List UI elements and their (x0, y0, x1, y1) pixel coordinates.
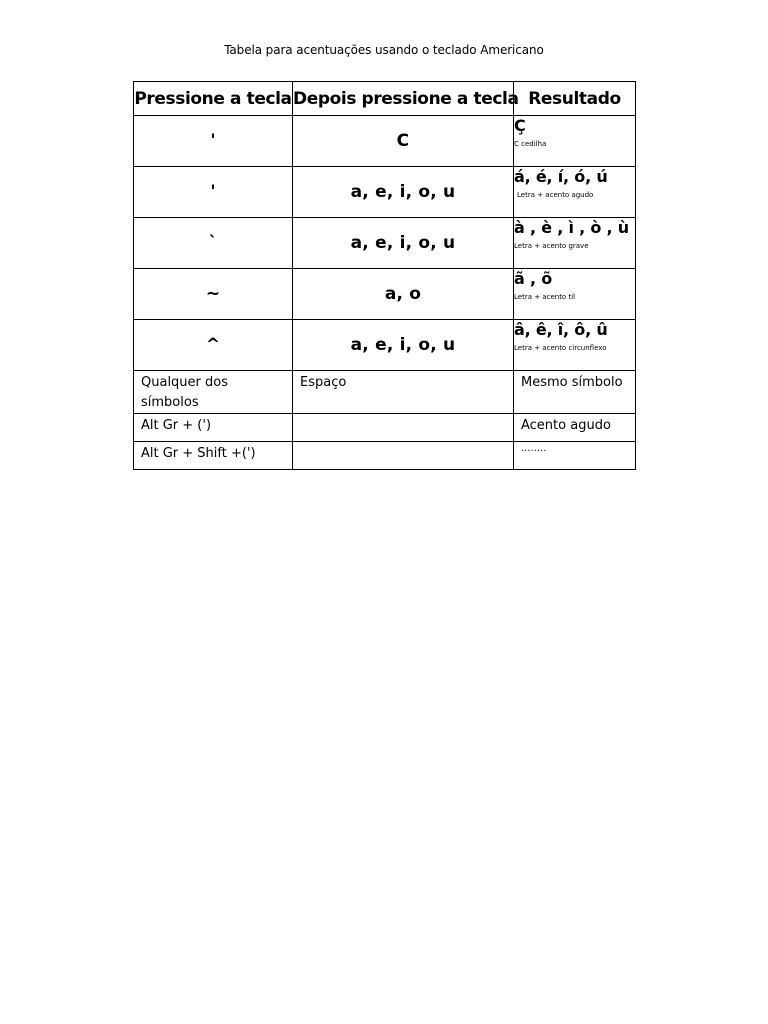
table-row (134, 167, 636, 218)
cell-then (293, 414, 514, 442)
table-row (134, 269, 636, 320)
cell-key: ' (134, 116, 293, 167)
cell-key: ~ (134, 269, 293, 320)
cell-result (514, 442, 636, 470)
cell-result (514, 269, 636, 320)
result-chars: â, ê, î, ô, û (514, 320, 608, 339)
cell-result: Acento agudo (514, 414, 636, 442)
cell-key: ' (134, 167, 293, 218)
page-title: Tabela para acentuações usando o teclado Americano (224, 43, 544, 57)
result-chars: Ç (514, 116, 526, 135)
cell-result (514, 218, 636, 269)
header-result: Resultado (514, 82, 636, 116)
cell-then: C (293, 116, 514, 167)
cell-then: a, e, i, o, u (293, 167, 514, 218)
cell-result (514, 320, 636, 371)
cell-then (293, 442, 514, 470)
cell-key: ` (134, 218, 293, 269)
result-chars: á, é, í, ó, ú (514, 167, 608, 186)
cell-result: Mesmo símbolo (514, 371, 636, 414)
cell-then: a, e, i, o, u (293, 218, 514, 269)
result-note: Letra + acento circunflexo (514, 344, 607, 352)
result-note: Letra + acento agudo (517, 191, 594, 199)
result-chars: ã , õ (514, 269, 553, 288)
header-press-key: Pressione a tecla (134, 82, 293, 116)
table-row (134, 442, 636, 470)
table-row (134, 320, 636, 371)
dots-placeholder: ........ (521, 443, 547, 454)
cell-then: a, o (293, 269, 514, 320)
cell-key: Alt Gr + (') (134, 414, 293, 442)
cell-result (514, 167, 636, 218)
cell-result (514, 116, 636, 167)
cell-key: Alt Gr + Shift +(') (134, 442, 293, 470)
cell-then: Espaço (293, 371, 514, 414)
result-note: Letra + acento til (514, 293, 576, 301)
result-note: Letra + acento grave (514, 242, 589, 250)
table-row (134, 371, 636, 414)
table-row (134, 218, 636, 269)
table-header-row (134, 82, 636, 116)
cell-key: Qualquer dos símbolos (134, 371, 293, 414)
header-then-press: Depois pressione a tecla (293, 82, 514, 116)
cell-key: ^ (134, 320, 293, 371)
table-row (134, 116, 636, 167)
result-note: C cedilha (514, 140, 547, 148)
table-row (134, 414, 636, 442)
accent-table (133, 81, 636, 470)
result-chars: à , è , ì , ò , ù (514, 218, 629, 237)
cell-then: a, e, i, o, u (293, 320, 514, 371)
